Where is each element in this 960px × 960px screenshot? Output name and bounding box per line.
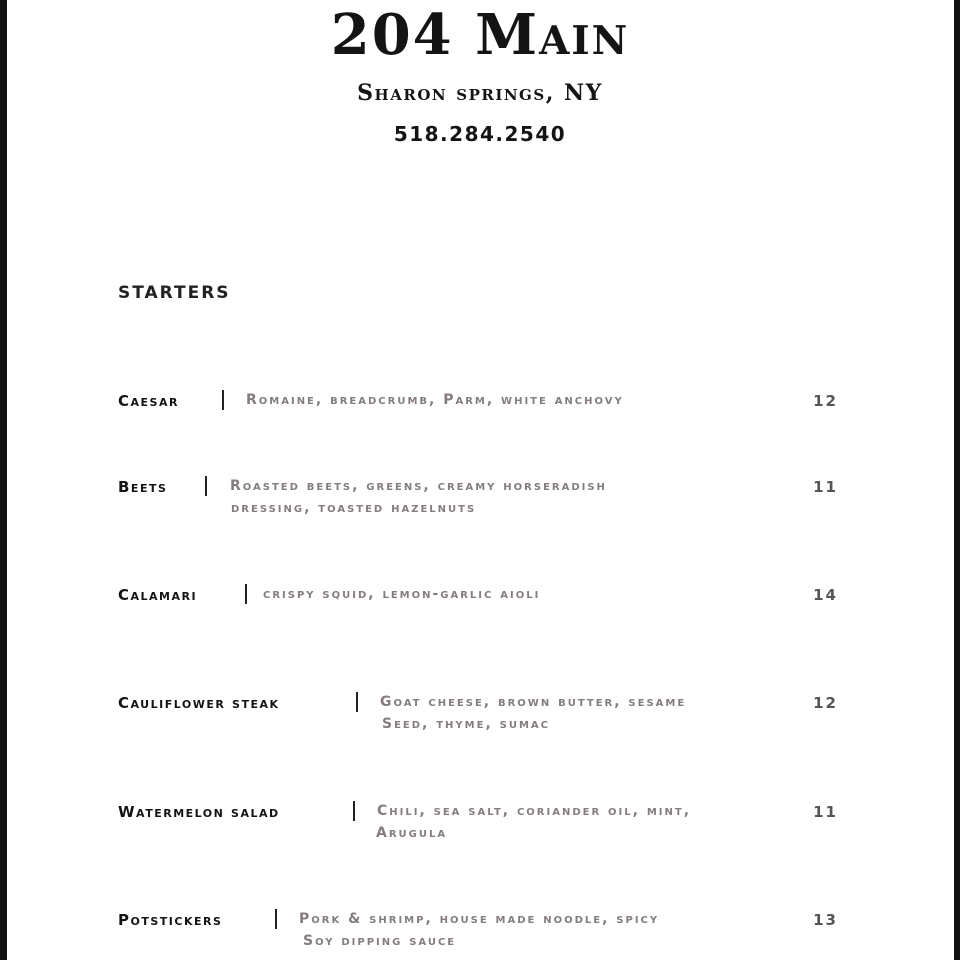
divider bbox=[356, 692, 358, 712]
item-name: Calamari bbox=[118, 586, 198, 604]
item-name: Watermelon salad bbox=[118, 803, 280, 821]
item-description-cont: dressing, toasted hazelnuts bbox=[231, 500, 477, 516]
item-description: Goat cheese, brown butter, sesame bbox=[380, 694, 687, 710]
divider bbox=[222, 390, 224, 410]
item-name: Potstickers bbox=[118, 911, 223, 929]
section-title: STARTERS bbox=[118, 283, 231, 303]
item-price: 11 bbox=[813, 478, 838, 496]
item-description: Roasted beets, greens, creamy horseradish bbox=[230, 478, 607, 494]
restaurant-phone: 518.284.2540 bbox=[393, 122, 567, 146]
item-price: 13 bbox=[813, 911, 838, 929]
divider bbox=[205, 476, 207, 496]
menu-item-watermelon-salad bbox=[118, 803, 838, 841]
item-price: 11 bbox=[813, 803, 838, 821]
divider bbox=[353, 801, 355, 821]
item-description-cont: Seed, thyme, sumac bbox=[382, 716, 550, 732]
item-price: 12 bbox=[813, 694, 838, 712]
divider bbox=[275, 909, 277, 929]
item-price: 12 bbox=[813, 392, 838, 410]
item-description: Romaine, breadcrumb, Parm, white anchovy bbox=[246, 392, 624, 408]
item-name: Cauliflower steak bbox=[118, 694, 280, 712]
item-description-cont: Arugula bbox=[376, 825, 448, 841]
restaurant-location: Sharon springs, NY bbox=[357, 80, 603, 106]
item-description-cont: Soy dipping sauce bbox=[303, 933, 457, 949]
item-description: crispy squid, lemon-garlic aioli bbox=[263, 586, 541, 602]
menu-item-cauliflower-steak bbox=[118, 694, 838, 732]
divider bbox=[245, 584, 247, 604]
item-name: Beets bbox=[118, 478, 168, 496]
menu-item-calamari bbox=[118, 586, 838, 608]
item-price: 14 bbox=[813, 586, 838, 604]
item-description: Pork & shrimp, house made noodle, spicy bbox=[299, 911, 660, 927]
menu-item-potstickers bbox=[118, 911, 838, 949]
menu-item-beets bbox=[118, 478, 838, 516]
menu-item-caesar bbox=[118, 392, 838, 414]
item-name: Caesar bbox=[118, 392, 179, 410]
item-description: Chili, sea salt, coriander oil, mint, bbox=[377, 803, 692, 819]
restaurant-name: 204 Main bbox=[330, 2, 630, 68]
